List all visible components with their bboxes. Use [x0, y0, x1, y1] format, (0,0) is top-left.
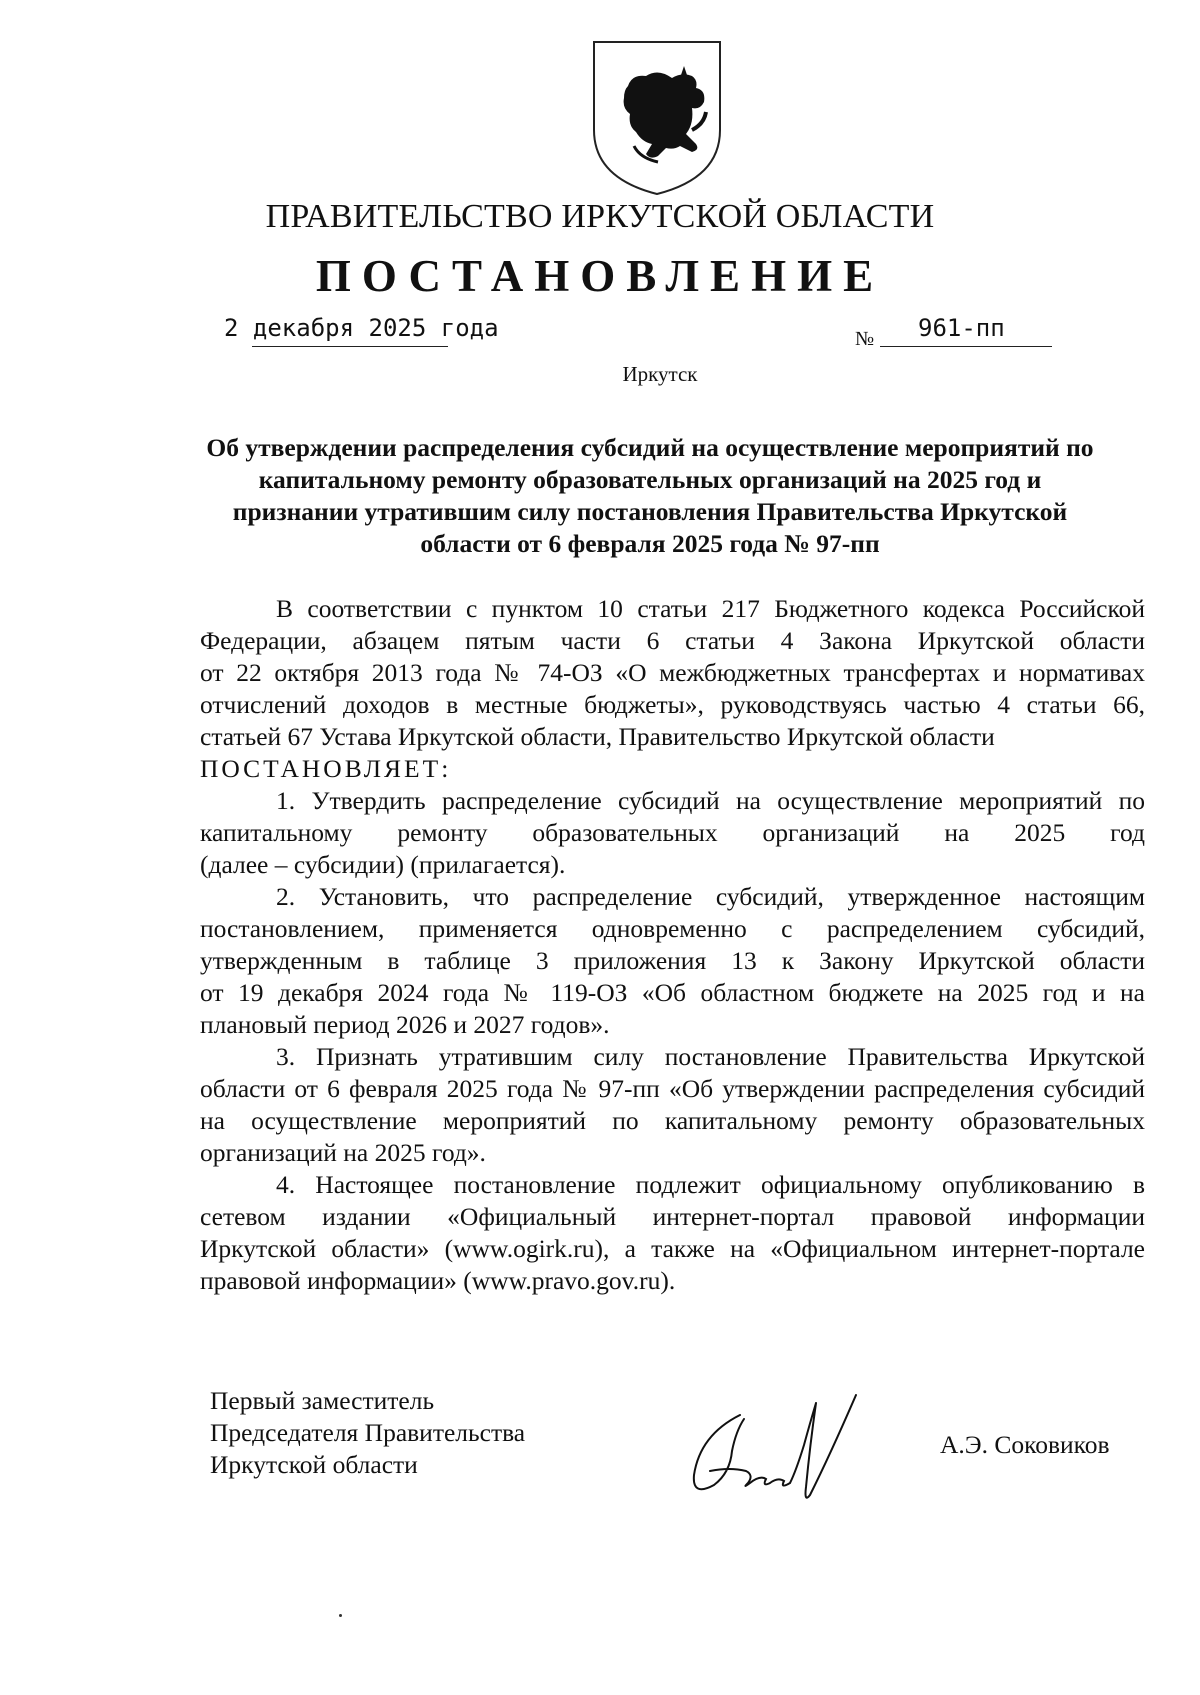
heading-line: признании утратившим силу постановления Правительства Иркутской [232, 497, 1068, 526]
body-line: Федерации, абзацем пятым части 6 статьи 4 Закона Иркутской области [200, 626, 1145, 655]
body-line: постановлением, применяется одновременно с распределением субсидий, [200, 914, 1145, 943]
body-line: организаций на 2025 год». [200, 1138, 486, 1167]
body-line: Иркутской области» (www.ogirk.ru), а также на «Официальном интернет-портале [200, 1234, 1145, 1263]
date-underline [252, 346, 448, 347]
body-line: на осуществление мероприятий по капитальному ремонту образовательных [200, 1106, 1145, 1135]
city: Иркутск [622, 362, 698, 386]
number-underline [880, 346, 1052, 347]
body-line: правовой информации» (www.pravo.gov.ru). [200, 1266, 676, 1295]
heading-line: капитальному ремонту образовательных организаций на 2025 год и [258, 465, 1042, 494]
number-sign: № [855, 328, 875, 350]
handwritten-signature-icon [670, 1375, 910, 1515]
body-line: В соответствии с пунктом 10 статьи 217 Бюджетного кодекса Российской [276, 594, 1145, 623]
document-number: 961-пп [918, 314, 1005, 342]
body-line: 1. Утвердить распределение субсидий на осуществление мероприятий по [276, 786, 1145, 815]
document-type: ПОСТАНОВЛЕНИЕ [315, 251, 885, 301]
body-line: от 19 декабря 2024 года № 119-ОЗ «Об областном бюджете на 2025 год и на [200, 978, 1145, 1007]
body-line: 4. Настоящее постановление подлежит официальному опубликованию в [276, 1170, 1145, 1199]
heading-line: области от 6 февраля 2025 года № 97-пп [420, 529, 880, 558]
body-line: от 22 октября 2013 года № 74-ОЗ «О межбюджетных трансфертах и нормативах [200, 658, 1145, 687]
body-line: сетевом издании «Официальный интернет-портал правовой информации [200, 1202, 1145, 1231]
body-line: плановый период 2026 и 2027 годов». [200, 1010, 610, 1039]
heading-line: Об утверждении распределения субсидий на осуществление мероприятий по [206, 433, 1094, 462]
body-line: капитальному ремонту образовательных организаций на 2025 год [200, 818, 1145, 847]
signer-name: А.Э. Соковиков [940, 1430, 1110, 1459]
document-date: 2 декабря 2025 года [224, 314, 499, 342]
body-line: отчислений доходов в местные бюджеты», руководствуясь частью 4 статьи 66, [200, 690, 1145, 719]
signatory-position [210, 1385, 525, 1481]
government-title: ПРАВИТЕЛЬСТВО ИРКУТСКОЙ ОБЛАСТИ [265, 198, 935, 235]
position-line: Иркутской области [210, 1450, 418, 1479]
body-line: утвержденным в таблице 3 приложения 13 к Закону Иркутской области [200, 946, 1145, 975]
irkutsk-coat-of-arms-icon [588, 38, 726, 198]
body-line: статьей 67 Устава Иркутской области, Правительство Иркутской области [200, 722, 995, 751]
document-body [200, 593, 1145, 1297]
body-line: (далее – субсидии) (прилагается). [200, 850, 566, 879]
document-heading [200, 432, 1100, 560]
resolution-word: ПОСТАНОВЛЯЕТ: [200, 754, 452, 783]
body-line: 2. Установить, что распределение субсидий, утвержденное настоящим [276, 882, 1145, 911]
scan-speck [339, 1614, 342, 1617]
position-line: Первый заместитель [210, 1386, 435, 1415]
position-line: Председателя Правительства [210, 1418, 526, 1447]
body-line: 3. Признать утратившим силу постановление Правительства Иркутской [276, 1042, 1145, 1071]
body-line: области от 6 февраля 2025 года № 97-пп «Об утверждении распределения субсидий [200, 1074, 1145, 1103]
